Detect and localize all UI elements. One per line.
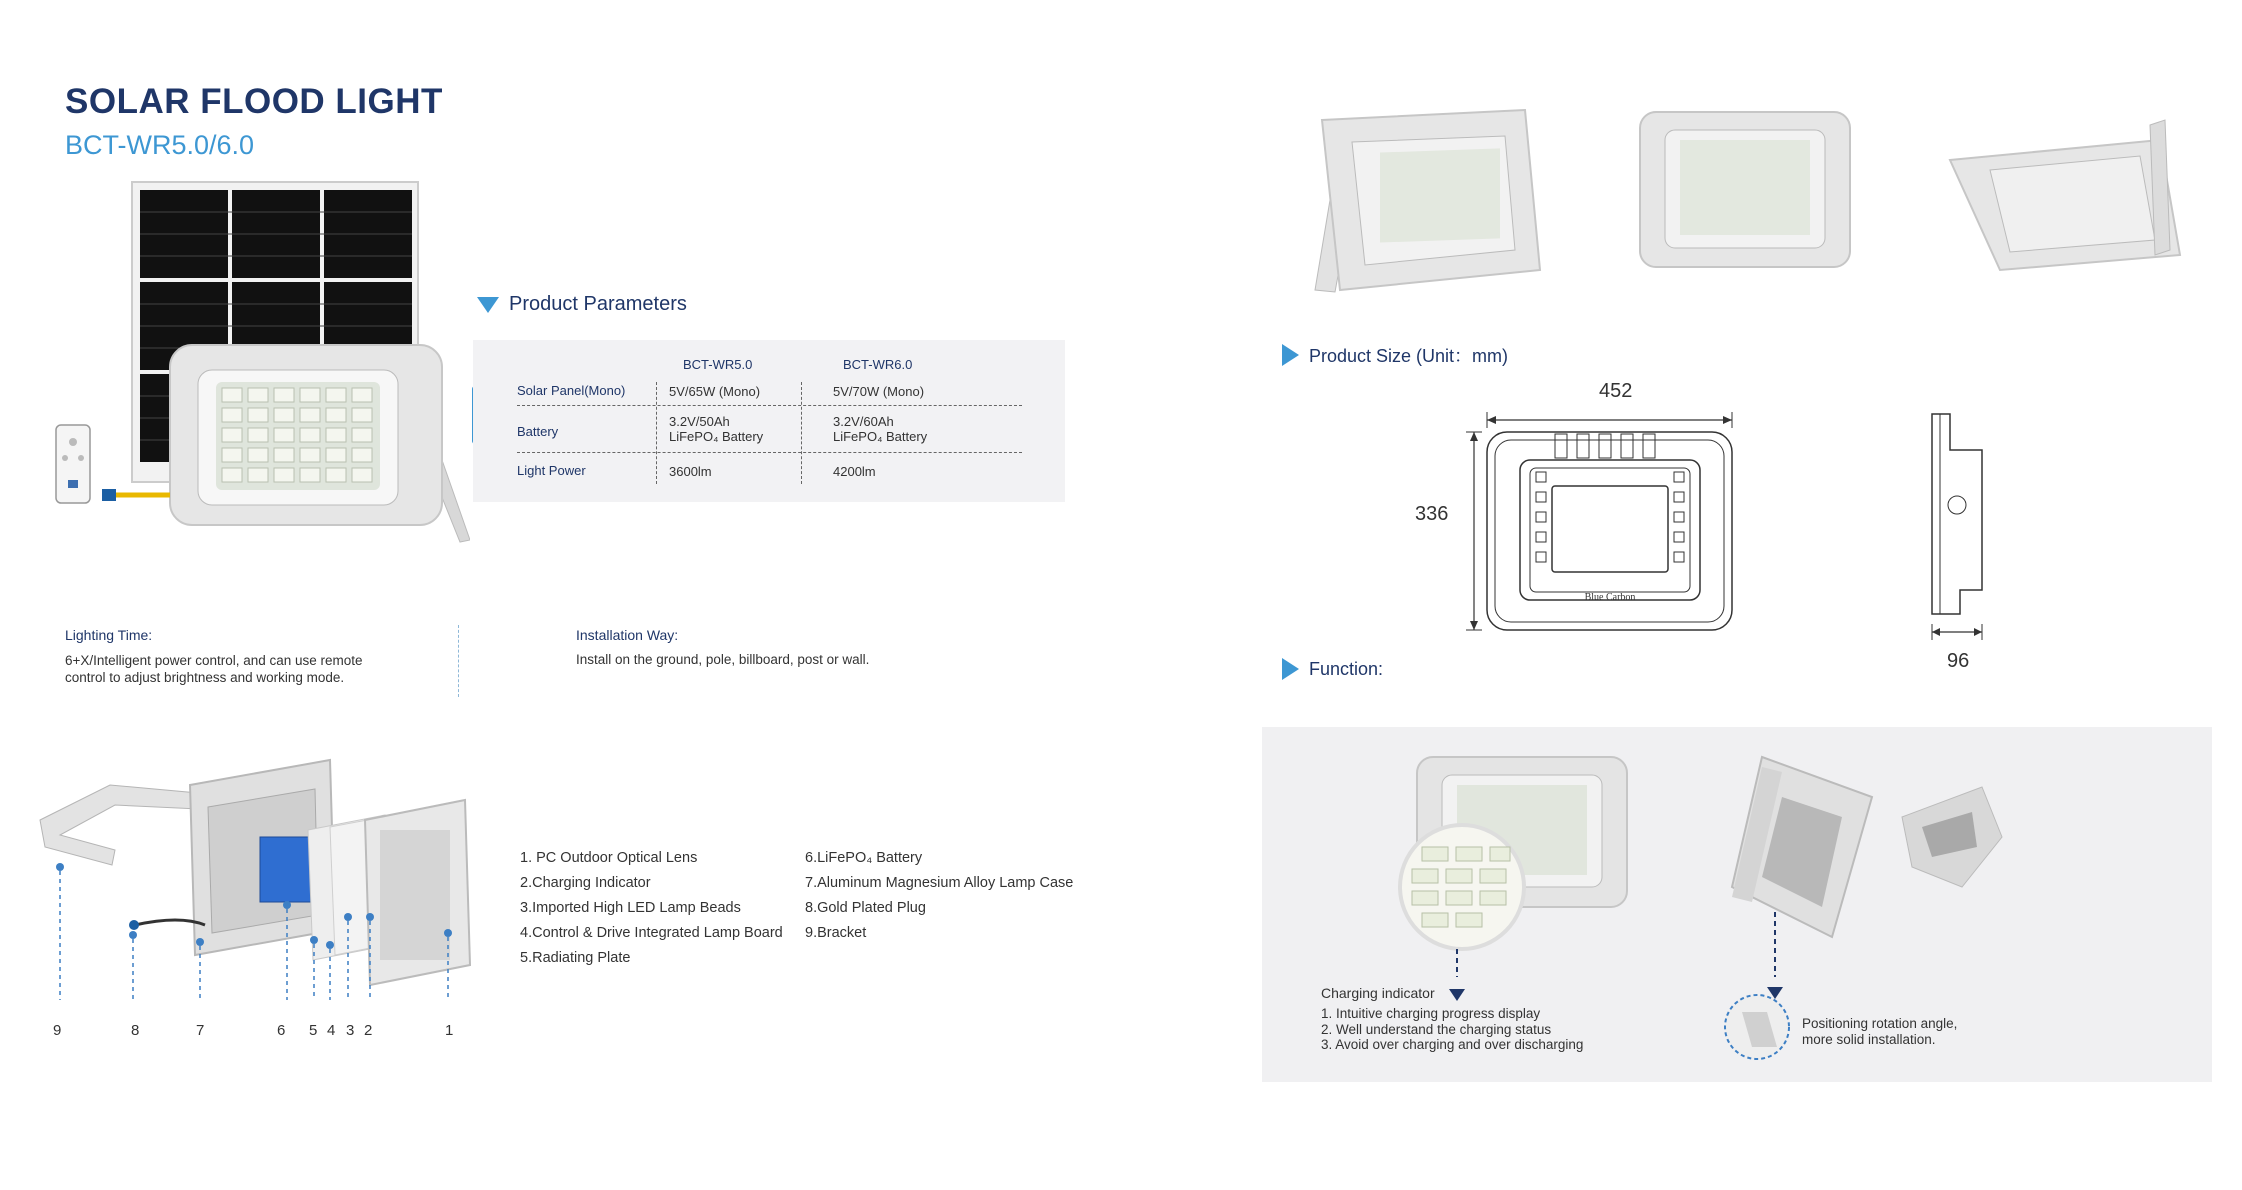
row-label-light-power: Light Power [517, 463, 586, 478]
charging-point: 2. Well understand the charging status [1321, 1021, 1552, 1037]
installation-text: Install on the ground, pole, billboard, post or wall. [576, 652, 870, 667]
part-item: 3.Imported High LED Lamp Beads [520, 900, 741, 916]
cell-light-power-wr5: 3600lm [669, 464, 712, 479]
triangle-marker-icon [477, 297, 499, 313]
cell-solar-panel-wr5: 5V/65W (Mono) [669, 384, 761, 399]
callout-3: 3 [346, 1022, 355, 1039]
hero-product-image [50, 180, 470, 560]
column-divider [656, 382, 657, 484]
cell-battery-wr6-type: LiFePO₄ Battery [833, 429, 928, 444]
row-divider [517, 452, 1022, 453]
callout-5: 5 [309, 1022, 318, 1039]
brand-mark: Blue Carbon [1584, 592, 1636, 603]
function-label: Function: [1309, 658, 1384, 679]
triangle-marker-icon [1282, 344, 1299, 366]
dimension-width: 452 [1599, 380, 1633, 402]
column-header-wr6: BCT-WR6.0 [843, 357, 913, 372]
column-divider [801, 382, 802, 484]
cell-battery-wr5: 3.2V/50Ah [669, 414, 730, 429]
product-views [1310, 100, 2190, 300]
function-heading [1282, 658, 1383, 680]
charging-points [1321, 1006, 1583, 1053]
product-parameters-label: Product Parameters [509, 293, 687, 315]
part-item: 1. PC Outdoor Optical Lens [520, 850, 698, 866]
callout-6: 6 [277, 1022, 286, 1039]
part-item: 2.Charging Indicator [520, 875, 651, 891]
dimension-depth: 96 [1947, 650, 1970, 672]
row-divider [517, 405, 1022, 406]
cell-battery-wr5-type: LiFePO₄ Battery [669, 429, 764, 444]
rotation-line: more solid installation. [1802, 1032, 1936, 1047]
lighting-time-label: Lighting Time: [65, 627, 153, 643]
charging-point: 1. Intuitive charging progress display [1321, 1006, 1541, 1021]
parameters-table [473, 340, 1065, 502]
charging-point: 3. Avoid over charging and over discharging [1321, 1037, 1584, 1052]
part-item: 9.Bracket [805, 925, 867, 941]
row-label-battery: Battery [517, 424, 559, 439]
parts-list-right [805, 846, 1073, 946]
callout-7: 7 [196, 1022, 205, 1039]
callout-4: 4 [327, 1022, 336, 1039]
part-item: 8.Gold Plated Plug [805, 900, 926, 916]
installation-label: Installation Way: [576, 627, 679, 643]
charging-indicator-title: Charging indicator [1321, 985, 1435, 1001]
lighting-time-text-2: control to adjust brightness and working mode. [65, 670, 345, 685]
rotation-line: Positioning rotation angle, [1802, 1016, 1958, 1031]
column-header-wr5: BCT-WR5.0 [683, 357, 753, 372]
product-size-label: Product Size (Unit：mm) [1309, 346, 1509, 366]
product-size-heading [1282, 342, 1508, 368]
product-parameters-heading [477, 293, 687, 316]
part-item: 4.Control & Drive Integrated Lamp Board [520, 925, 783, 941]
cell-battery-wr6: 3.2V/60Ah [833, 414, 894, 429]
dimension-drawing [1460, 400, 2020, 650]
lighting-time-text-1: 6+X/Intelligent power control, and can use remote [65, 653, 363, 668]
model-subtitle: BCT-WR5.0/6.0 [65, 130, 255, 160]
callout-1: 1 [445, 1022, 454, 1039]
callout-8: 8 [131, 1022, 140, 1039]
exploded-view-diagram [30, 755, 480, 1010]
row-label-solar-panel: Solar Panel(Mono) [517, 383, 626, 398]
cell-light-power-wr6: 4200lm [833, 464, 876, 479]
triangle-marker-icon [1282, 658, 1299, 680]
page-title: SOLAR FLOOD LIGHT [65, 82, 443, 121]
cell-solar-panel-wr6: 5V/70W (Mono) [833, 384, 925, 399]
rotation-description [1802, 1016, 1957, 1048]
section-divider [458, 625, 459, 697]
parts-list-left [520, 846, 783, 971]
callout-2: 2 [364, 1022, 373, 1039]
part-item: 7.Aluminum Magnesium Alloy Lamp Case [805, 875, 1074, 891]
part-item: 6.LiFePO₄ Battery [805, 850, 923, 866]
part-item: 5.Radiating Plate [520, 950, 631, 966]
dimension-height: 336 [1415, 503, 1449, 525]
callout-9: 9 [53, 1022, 62, 1039]
